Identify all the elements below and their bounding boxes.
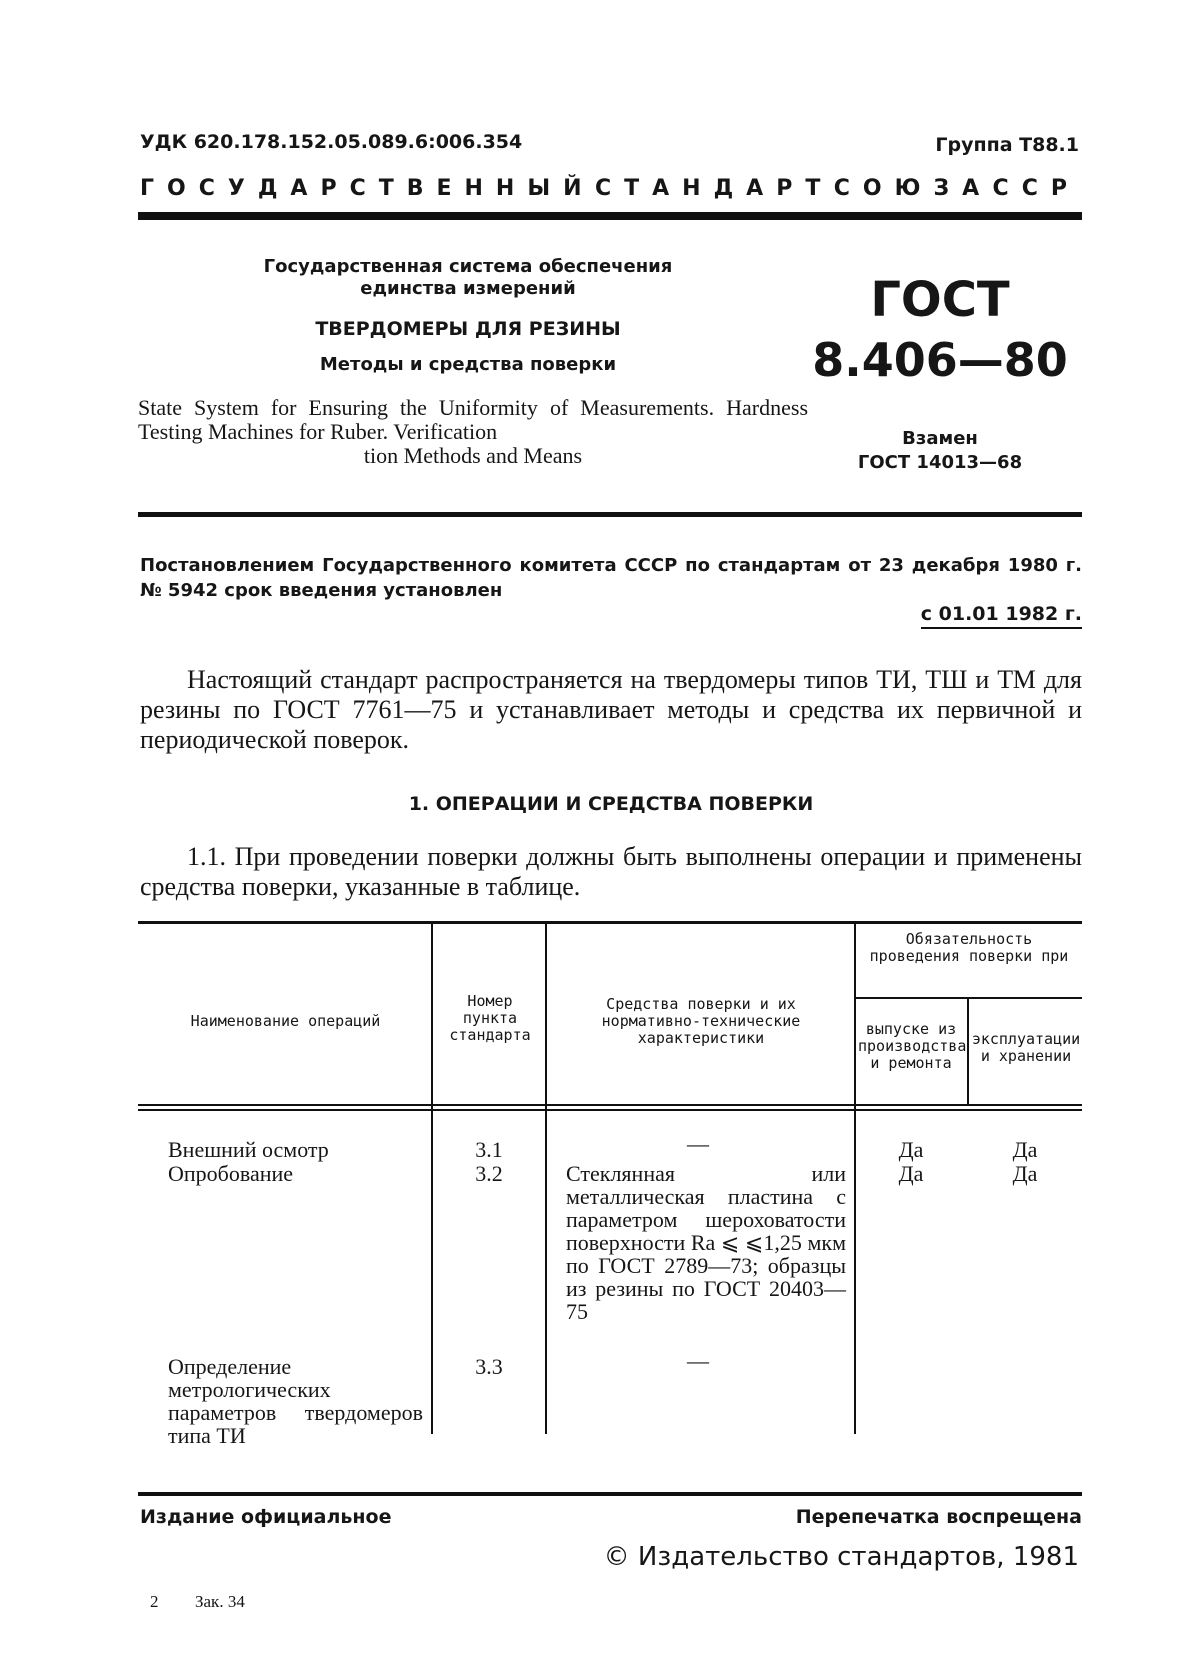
row3-operation: Определение метрологических параметров твердомеров типа ТИ xyxy=(168,1354,423,1448)
header-operation: Наименование операций xyxy=(190,1012,381,1030)
replaces-label: Взамен xyxy=(902,428,978,449)
official-edition-label: Издание официальное xyxy=(140,1506,392,1528)
bottom-rule xyxy=(138,1492,1082,1496)
row2-operation: Опробование xyxy=(168,1161,294,1186)
header-release: выпуске из производства и ремонта xyxy=(858,1020,967,1072)
row2-storage: Да xyxy=(1012,1161,1038,1186)
decree-text: Постановлением Государственного комитета СССР по стандартам от 23 декабря 1980 г. № 5942 срок введения установлен xyxy=(140,555,1082,601)
page-number: 2 xyxy=(150,1592,159,1611)
header-clause-no: Номер пункта стандарта xyxy=(449,992,531,1044)
row3-means: — xyxy=(687,1348,709,1373)
group-code: Группа Т88.1 xyxy=(935,134,1079,156)
col-divider-3 xyxy=(854,924,856,1434)
replaces-doc: ГОСТ 14013—68 xyxy=(857,452,1023,473)
udk-code: УДК 620.178.152.05.089.6:006.354 xyxy=(140,131,523,153)
clause-1-1: 1.1. При проведении поверки должны быть выполнены операции и применены средства поверки, указанные в таблице. xyxy=(140,842,1082,901)
col-divider-2 xyxy=(545,924,547,1434)
row2-clause: 3.2 xyxy=(475,1161,503,1186)
english-title-main: State System for Ensuring the Uniformity of Measurements. Hardness Testing Machines for Ruber. Verification xyxy=(138,395,808,444)
col-divider-4 xyxy=(967,999,969,1106)
title-block xyxy=(138,256,798,375)
reprint-prohibited-label: Перепечатка воспрещена xyxy=(795,1506,1082,1528)
system-title xyxy=(138,256,798,300)
effective-date: с 01.01 1982 г. xyxy=(921,603,1082,629)
english-title-last: tion Methods and Means xyxy=(363,443,583,468)
header-bottom-rule-1 xyxy=(138,1104,1082,1106)
gov-standard-banner xyxy=(140,176,1080,201)
gost-label: ГОСТ xyxy=(870,272,1010,328)
gost-number: 8.406—80 xyxy=(812,333,1068,387)
col-divider-1 xyxy=(431,924,433,1434)
copyright-notice: © Издательство стандартов, 1981 xyxy=(603,1542,1079,1572)
row3-clause: 3.3 xyxy=(475,1354,503,1379)
section-heading: 1. ОПЕРАЦИИ И СРЕДСТВА ПОВЕРКИ xyxy=(408,793,814,815)
english-title xyxy=(138,396,808,468)
print-order-note xyxy=(150,1592,245,1612)
banner-word-3: СОЮЗА xyxy=(833,176,993,201)
row1-operation: Внешний осмотр xyxy=(168,1137,329,1162)
middle-rule xyxy=(138,512,1082,517)
header-means: Средства поверки и их нормативно-технические характеристики xyxy=(601,995,801,1047)
table-top-rule xyxy=(138,921,1082,924)
obligation-sub-rule xyxy=(856,997,1082,999)
row1-means: — xyxy=(687,1131,709,1156)
header-obligation: Обязательность проведения поверки при xyxy=(869,930,1069,965)
system-title-line1: Государственная система обеспечения xyxy=(263,256,673,277)
operations-table xyxy=(138,921,1082,1448)
standard-subtitle: Методы и средства поверки xyxy=(319,354,617,375)
row1-clause: 3.1 xyxy=(475,1137,503,1162)
banner-word-4: ССР xyxy=(992,176,1080,201)
row1-release: Да xyxy=(898,1137,924,1162)
standard-name: ТВЕРДОМЕРЫ ДЛЯ РЕЗИНЫ xyxy=(315,318,621,340)
intro-paragraph: Настоящий стандарт распространяется на твердомеры типов ТИ, ТШ и ТМ для резины по ГОСТ 7761—75 и устанавливает методы и средства их первичной и периодической поверок. xyxy=(140,665,1082,754)
row2-means: Стеклянная или металлическая пластина с параметром шероховатости поверхности Ra ⩽ ⩽1,25 мкм по ГОСТ 2789—73; образцы из резины по ГОСТ 20403—75 xyxy=(566,1161,846,1324)
header-bottom-rule-2 xyxy=(138,1109,1082,1111)
row1-storage: Да xyxy=(1012,1137,1038,1162)
banner-word-2: СТАНДАРТ xyxy=(595,176,834,201)
top-rule xyxy=(138,212,1082,220)
header-operation-storage: эксплуатации и хранении xyxy=(971,1030,1081,1065)
banner-word-1: ГОСУДАРСТВЕННЫЙ xyxy=(140,176,595,201)
row2-release: Да xyxy=(898,1161,924,1186)
system-title-line2: единства измерений xyxy=(360,278,576,299)
order-number: Зак. 34 xyxy=(195,1592,245,1611)
